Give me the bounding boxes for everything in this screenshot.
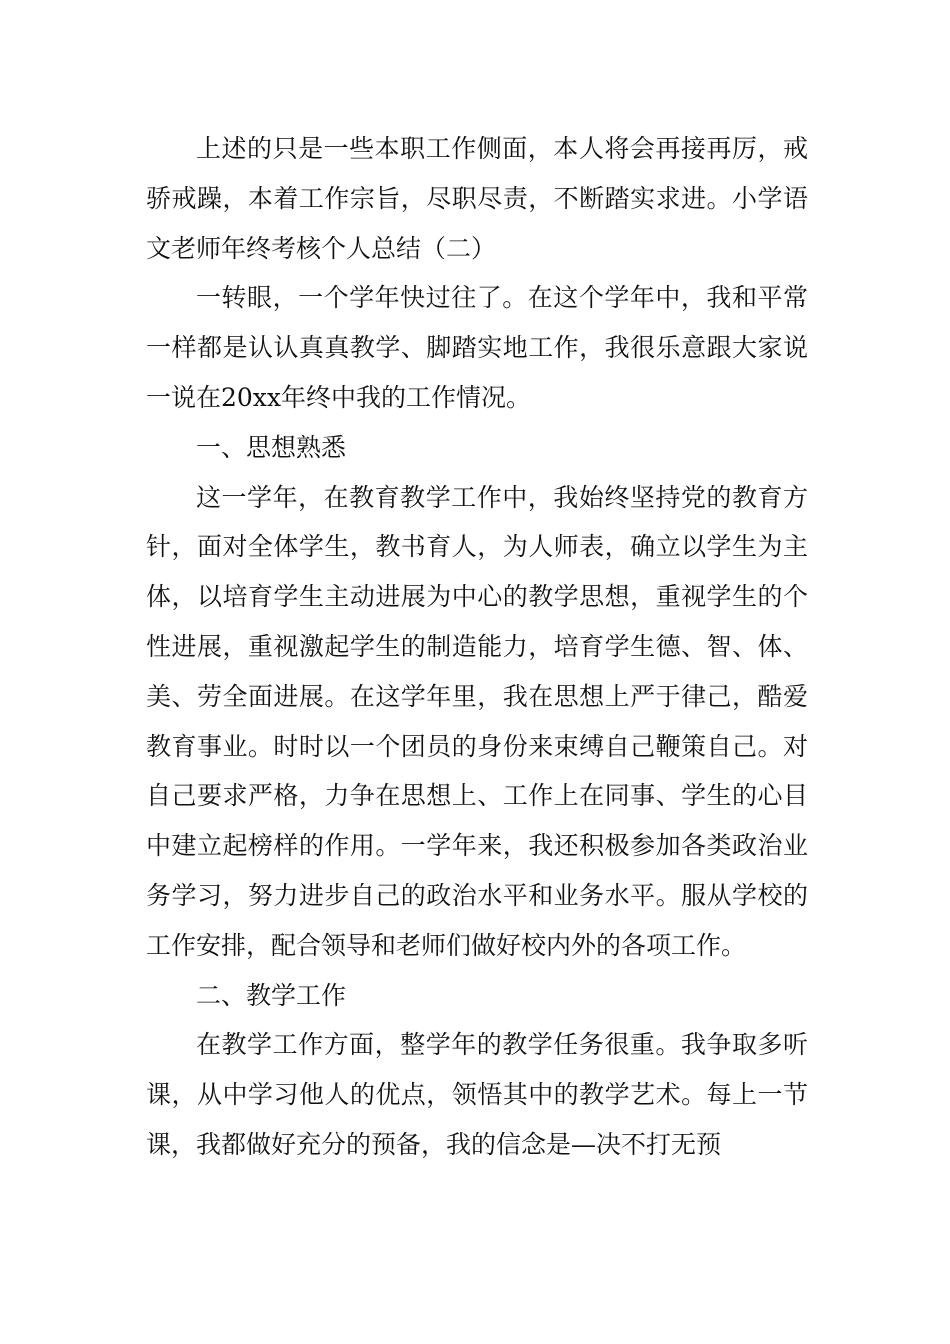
document-body — [146, 124, 808, 1170]
paragraph-opening: 一转眼，一个学年快过往了。在这个学年中，我和平常一样都是认认真真教学、脚踏实地工作，我很乐意跟大家说一说在20xx年终中我的工作情况。 — [146, 283, 808, 412]
paragraph-teaching: 在教学工作方面，整学年的教学任务很重。我争取多听课，从中学习他人的优点，领悟其中的教学艺术。每上一节课，我都做好充分的预备，我的信念是—决不打无预 — [146, 1030, 808, 1159]
paragraph-intro-conclusion: 上述的只是一些本职工作侧面，本人将会再接再厉，戒骄戒躁，本着工作宗旨，尽职尽责，不断踏实求进。小学语文老师年终考核个人总结（二） — [146, 134, 808, 263]
paragraph-thought: 这一学年，在教育教学工作中，我始终坚持党的教育方针，面对全体学生，教书育人，为人师表，确立以学生为主体，以培育学生主动进展为中心的教学思想，重视学生的个性进展，重视激起学生的制造能力，培育学生德、智、体、美、劳全面进展。在这学年里，我在思想上严于律己，酷爱教育事业。时时以一个团员的身份来束缚自己鞭策自己。对自己要求严格，力争在思想上、工作上在同事、学生的心目中建立起榜样的作用。一学年来，我还积极参加各类政治业务学习，努力进步自己的政治水平和业务水平。服从学校的工作安排，配合领导和老师们做好校内外的各项工作。 — [146, 482, 808, 960]
section-heading-thought: 一、思想熟悉 — [196, 432, 347, 462]
section-heading-teaching: 二、教学工作 — [196, 980, 347, 1010]
